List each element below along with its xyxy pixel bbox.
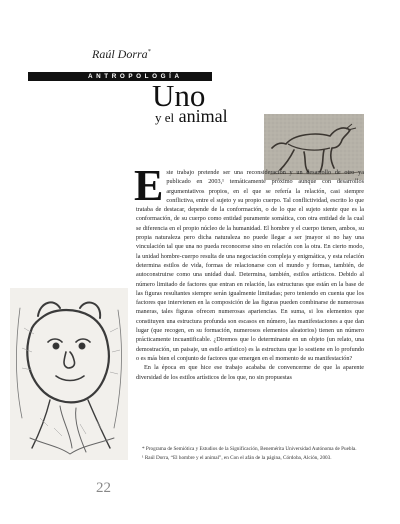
body-text [134,161,364,382]
article-title: Uno [152,78,206,113]
article-subtitle-big: animal [178,106,228,126]
paragraph-text: En la época en que hice ese trabajo acababa de convencerme de que la aparente diversidad de los estilos artísticos de los que, no sin propuestas [136,364,364,381]
footnote: ¹ Raúl Dorra, “El hombre y el animal”, en Con el afán de la página, Córdoba, Alción, 2003. [142,454,332,461]
footnote: * Programa de Semiótica y Estudios de la Significación, Benemérita Universidad Autónoma de Puebla. [142,446,357,452]
article-subtitle [155,107,228,125]
body-paragraph [134,161,364,363]
footnotes [136,446,364,463]
paragraph-text: ste trabajo pretende ser una reconsideración y un desarrollo de otro ya publicado en 2003,¹ temáticamente próximo aunque con desarrollos argumentativos propios, en el que se refería la relación, casi siempre conflictiva, entre el sujeto y su propio cuerpo. Tal conflictividad, escrito lo que trataba de destacar, depende de la conformación, o de lo que el sujeto siente que es la conformación, de su cuerpo como entidad puramente somática, con otra entidad de la cual se diferencia en el propio núcleo de la humanidad. El hombre y el cuerpo tienen, ambos, su propia naturaleza pero dicha naturaleza no puede llegar a ser jmayor si no hay una vinculación tal que una no pueda reconocerse sino en relación con la otra. En cierto modo, la unidad hombre-cuerpo resulta de una negociación compleja y enigmática, y esta relación determina estilos de vida, formas de relacionarse con el mundo y formas, también, de autoconstruirse como una unidad dual. Determina, también, estilos artísticos. Debido al número limitado de factores que entran en relación, las estructuras que están en la base de las figuras resultantes siempre serán igualmente limitadas; pero teniendo en cuenta que los factores que intervienen en la composición de las figuras pueden combinarse de numerosas maneras, tales figuras ofrecen numerosas apariencias. En suma, si los elementos que constituyen una estructura profunda son escasos en número, las manifestaciones a que dan lugar (que recogen, en su formación, numerosos elementos aleatorios) tienen un número prácticamente incuantificable. ¿Diremos que lo determinante en un objeto (un relato, una demostración, un paisaje, un estilo artístico) es la estructura que lo sostiene en lo profundo o es más bien el conjunto de factores que emergen en el momento de su manifestación? [136,169,364,362]
author-name [92,47,151,62]
article-subtitle-small: y el [155,110,175,125]
page-number: 22 [96,480,111,496]
lion-illustration [10,288,128,460]
author-footnote-mark: * [147,49,151,55]
section-label: ANTROPOLOGÍA [88,73,183,80]
body-paragraph [136,363,364,382]
author-name-text: Raúl Dorra [92,47,148,61]
drop-cap: E [134,161,164,210]
